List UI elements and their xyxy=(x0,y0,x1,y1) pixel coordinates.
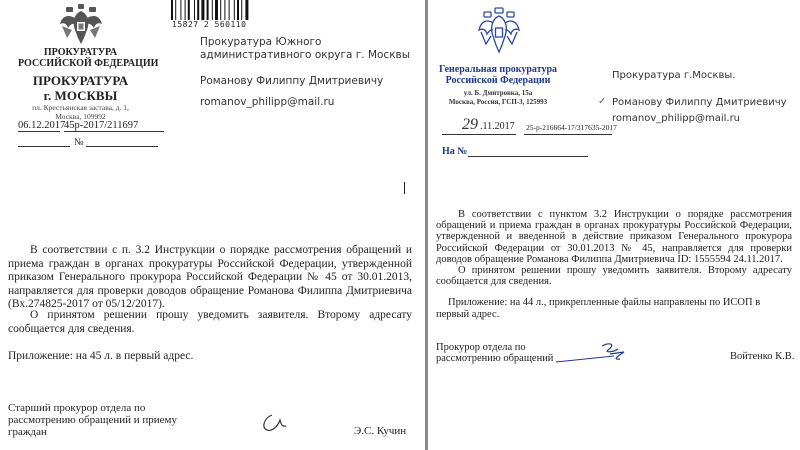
margin-mark xyxy=(404,182,405,194)
recipient-2: Романову Филиппу Дмитриевичу xyxy=(612,97,787,108)
letter-date: 06.12.2017 xyxy=(18,120,66,131)
signature-icon xyxy=(554,340,644,366)
body-paragraph-1: В соответствии с п. 3.2 Инструкции о порядке рассмотрения обращений и приема граждан в органах прокуратуры Российской Федерации, утвержденной приказом Генерального прокурора Российской Федерации № 45 от 30.01.2013, направляется для проверки доводов обращение Романова Филиппа Дмитриевича (Вх.274825-2017 от 05/12/2017). xyxy=(8,244,412,310)
russian-eagle-emblem-icon xyxy=(58,2,104,48)
recipient-email: romanov_philipp@mail.ru xyxy=(612,113,741,124)
attachment-note: Приложение: на 44 л., прикрепленные файлы направлены по ИСОП в первый адрес. xyxy=(436,297,761,320)
recipient-2: Романову Филиппу Дмитриевичу xyxy=(200,75,384,87)
na-number-label: На № xyxy=(442,146,468,157)
letter-date: .11.2017 xyxy=(480,121,515,132)
signature-icon xyxy=(258,412,288,434)
barcode-icon xyxy=(170,0,265,22)
date-underline xyxy=(442,134,516,135)
reg-underline xyxy=(64,131,164,132)
barcode-number: 15827 2 560110 xyxy=(172,20,247,29)
signer-title: Старший прокурор отдела по рассмотрению обращений и приему граждан xyxy=(8,402,178,438)
recipient-1: Прокуратура г.Москвы. xyxy=(612,70,736,81)
signer-title: Прокурор отдела по рассмотрению обращений xyxy=(436,342,554,364)
ref-underline-1 xyxy=(18,146,70,147)
registration-number: 45р-2017/211697 xyxy=(64,120,139,131)
office-address: ул. Б. Дмитровка, 15а Москва, Россия, ГСП-3, 125993 xyxy=(448,89,548,106)
na-underline xyxy=(468,156,588,157)
registration-number: 25-р-216664-17/317635-2017 xyxy=(526,123,617,132)
org-name: ПРОКУРАТУРА РОССИЙСКОЙ ФЕДЕРАЦИИ xyxy=(18,47,159,69)
office-address: пл. Крестьянская застава, д. 1, Москва, 109992 xyxy=(32,103,129,121)
right-letter xyxy=(428,0,800,450)
body-paragraph-2: О принятом решении прошу уведомить заявителя. Второму адресату сообщается для сведения. xyxy=(436,265,792,288)
recipient-email: romanov_philipp@mail.ru xyxy=(200,96,335,108)
ref-underline-2 xyxy=(86,146,158,147)
date-underline xyxy=(18,131,60,132)
signer-name: Э.С. Кучин xyxy=(354,425,407,437)
russian-eagle-emblem-icon xyxy=(478,6,520,56)
number-label: № xyxy=(74,137,84,148)
recipient-1: Прокуратура Южного административного округа г. Москвы xyxy=(200,36,411,61)
office-name: ПРОКУРАТУРА г. МОСКВЫ xyxy=(32,73,129,103)
signer-name: Войтенко К.В. xyxy=(730,351,795,362)
org-name: Генеральная прокуратура Российской Федерации xyxy=(438,64,558,86)
handwritten-date-day: 29 xyxy=(462,116,478,133)
body-paragraph-1: В соответствии с пунктом 3.2 Инструкции о порядке рассмотрения обращений и приема граждан в органах прокуратуры Российской Федерации, утвержденной и введенной в действие приказом Генерального прокурора Российской Федерации от 30.01.2013 № 45, направляется для проверки доводов обращение Романова Филиппа Дмитриевича ID: 1555594 24.11.2017. xyxy=(436,209,792,265)
reg-underline xyxy=(524,134,612,135)
attachment-note: Приложение: на 45 л. в первый адрес. xyxy=(8,350,194,362)
body-paragraph-2: О принятом решении прошу уведомить заявителя. Второму адресату сообщается для сведения. xyxy=(8,309,412,335)
check-mark-icon: ✓ xyxy=(598,96,607,107)
